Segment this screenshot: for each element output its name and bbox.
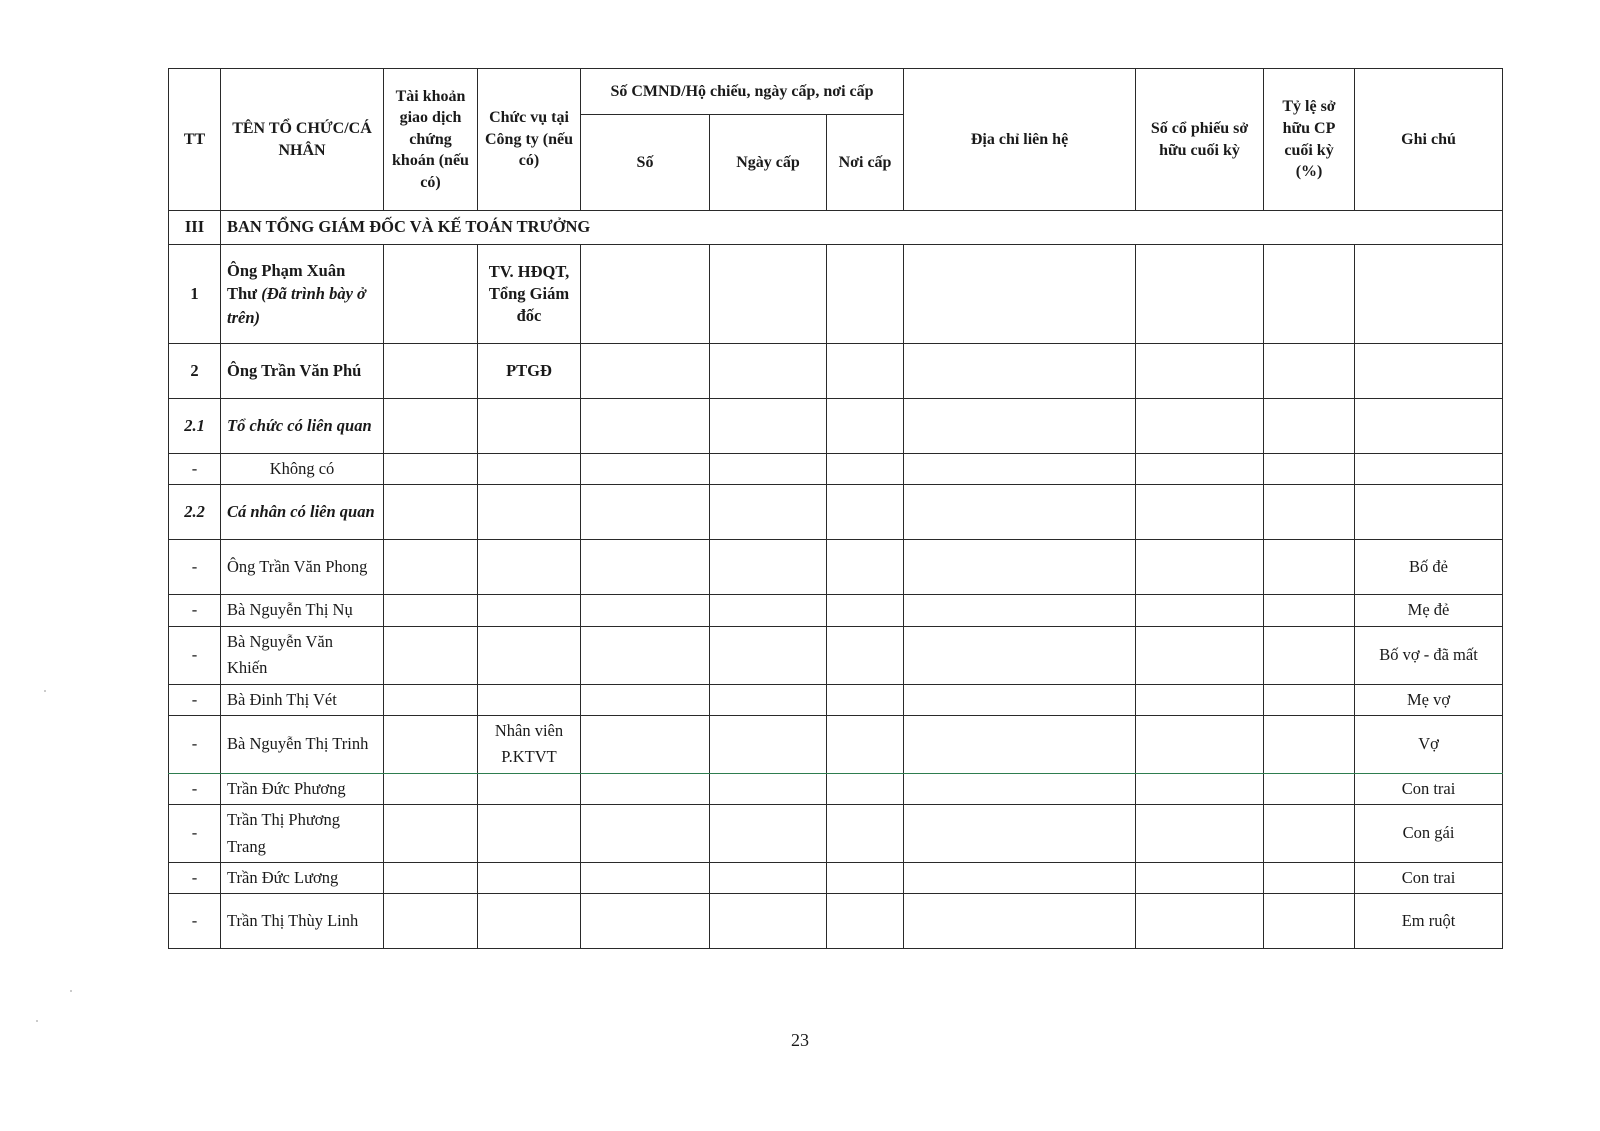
row-note: Mẹ vợ: [1355, 684, 1503, 715]
scan-speck: [36, 1020, 38, 1022]
table-row: [169, 595, 1503, 626]
section-title: BAN TỔNG GIÁM ĐỐC VÀ KẾ TOÁN TRƯỞNG: [221, 211, 1503, 245]
row-note: [1355, 399, 1503, 454]
row-tt: 2.2: [169, 485, 221, 540]
row-note: [1355, 454, 1503, 485]
row-tt: -: [169, 805, 221, 863]
row-tt: -: [169, 626, 221, 684]
row-tt: 1: [169, 245, 221, 344]
header-note: Ghi chú: [1355, 69, 1503, 211]
row-position: [478, 805, 581, 863]
table-row: [169, 894, 1503, 949]
header-name: TÊN TỔ CHỨC/CÁ NHÂN: [221, 69, 384, 211]
row-tt: -: [169, 454, 221, 485]
row-tt: -: [169, 862, 221, 893]
table-row: [169, 805, 1503, 863]
row-tt: -: [169, 715, 221, 773]
row-position: [478, 862, 581, 893]
row-name-main: Ông Phạm Xuân Thư: [227, 261, 346, 304]
row-position: [478, 595, 581, 626]
header-id-date: Ngày cấp: [710, 115, 827, 211]
row-note: [1355, 344, 1503, 399]
row-note: Em ruột: [1355, 894, 1503, 949]
row-position: [478, 894, 581, 949]
row-position: [478, 773, 581, 804]
table-row: [169, 485, 1503, 540]
section-row: [169, 211, 1503, 245]
row-position: [478, 684, 581, 715]
row-name: Bà Nguyễn Thị Nụ: [221, 595, 384, 626]
related-persons-table: [168, 68, 1503, 949]
row-note: Bố vợ - đã mất: [1355, 626, 1503, 684]
row-position: TV. HĐQT, Tổng Giám đốc: [478, 245, 581, 344]
row-name: Tổ chức có liên quan: [221, 399, 384, 454]
table-row: [169, 684, 1503, 715]
row-name: Ông Trần Văn Phong: [221, 540, 384, 595]
row-note: Con gái: [1355, 805, 1503, 863]
table-row: [169, 626, 1503, 684]
header-tt: TT: [169, 69, 221, 211]
header-id-group: Số CMND/Hộ chiếu, ngày cấp, nơi cấp: [581, 69, 904, 115]
row-note: [1355, 485, 1503, 540]
row-position: [478, 540, 581, 595]
row-note: Bố đẻ: [1355, 540, 1503, 595]
row-position: [478, 626, 581, 684]
row-note: [1355, 245, 1503, 344]
row-note: Mẹ đẻ: [1355, 595, 1503, 626]
row-name: Trần Thị Phương Trang: [221, 805, 384, 863]
row-name: Bà Nguyễn Thị Trinh: [221, 715, 384, 773]
row-tt: -: [169, 684, 221, 715]
row-name: Bà Nguyễn Văn Khiến: [221, 626, 384, 684]
row-note: Con trai: [1355, 773, 1503, 804]
row-tt: -: [169, 894, 221, 949]
row-note: Con trai: [1355, 862, 1503, 893]
header-id-number: Số: [581, 115, 710, 211]
row-position: [478, 454, 581, 485]
row-name: Bà Đinh Thị Vét: [221, 684, 384, 715]
row-name: Không có: [221, 454, 384, 485]
section-tt: III: [169, 211, 221, 245]
header-shares: Số cổ phiếu sở hữu cuối kỳ: [1136, 69, 1264, 211]
row-tt: -: [169, 540, 221, 595]
row-tt: -: [169, 595, 221, 626]
row-name: Ông Trần Văn Phú: [221, 344, 384, 399]
table-row: [169, 862, 1503, 893]
header-address: Địa chỉ liên hệ: [904, 69, 1136, 211]
header-ratio: Tỷ lệ sở hữu CP cuối kỳ (%): [1264, 69, 1355, 211]
row-tt: 2: [169, 344, 221, 399]
table-row: [169, 344, 1503, 399]
table-row: [169, 245, 1503, 344]
table-row: [169, 454, 1503, 485]
row-name: Trần Đức Phương: [221, 773, 384, 804]
row-account: [384, 245, 478, 344]
row-position: [478, 399, 581, 454]
row-name: Trần Thị Thùy Linh: [221, 894, 384, 949]
header-position: Chức vụ tại Công ty (nếu có): [478, 69, 581, 211]
row-name: Cá nhân có liên quan: [221, 485, 384, 540]
row-position: [478, 485, 581, 540]
row-tt: -: [169, 773, 221, 804]
row-name: Trần Đức Lương: [221, 862, 384, 893]
header-id-place: Nơi cấp: [827, 115, 904, 211]
row-name-note: (Đã trình bày ở trên): [227, 284, 366, 327]
table-row: [169, 540, 1503, 595]
row-tt: 2.1: [169, 399, 221, 454]
scan-speck: [70, 990, 72, 992]
row-position: Nhân viên P.KTVT: [478, 715, 581, 773]
page-number: 23: [791, 1030, 809, 1050]
table-row: [169, 715, 1503, 773]
row-note: Vợ: [1355, 715, 1503, 773]
row-name: [221, 245, 384, 344]
header-account: Tài khoản giao dịch chứng khoán (nếu có): [384, 69, 478, 211]
table-row: [169, 399, 1503, 454]
scan-speck: [44, 690, 46, 692]
table-row: [169, 773, 1503, 804]
row-position: PTGĐ: [478, 344, 581, 399]
